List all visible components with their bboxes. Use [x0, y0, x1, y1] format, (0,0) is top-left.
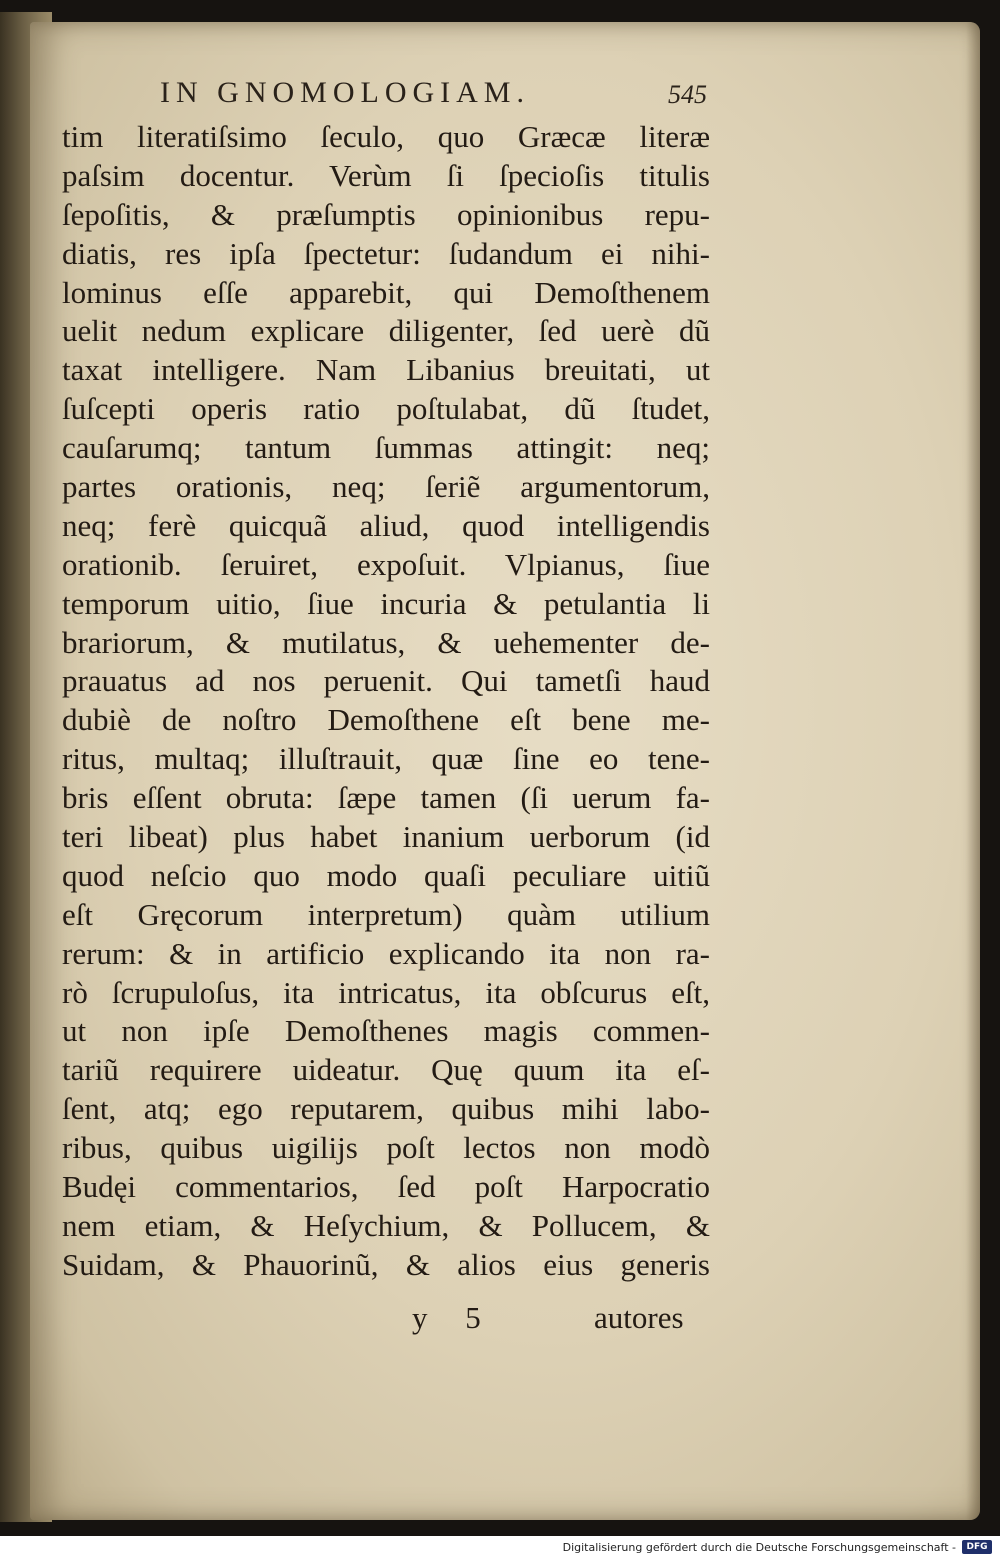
- text-line: Suidam, & Phauorinũ, & alios eius generis: [62, 1246, 710, 1282]
- page-edge-shadow: [966, 22, 980, 1520]
- text-line: diatis, res ipſa ſpectetur: ſudandum ei nihi-: [62, 235, 710, 271]
- text-line: ſepoſitis, & præſumptis opinionibus repu-: [62, 196, 710, 232]
- text-line: rerum: & in artificio explicando ita non ra-: [62, 935, 710, 971]
- text-line: ribus, quibus uigilijs poſt lectos non modò: [62, 1130, 710, 1166]
- text-line: teri libeat) plus habet inanium uerborum (id: [62, 819, 710, 855]
- text-line: uelit nedum explicare diligenter, ſed uerè dũ: [62, 313, 710, 349]
- text-line: dubiè de noſtro Demoſthene eſt bene me-: [62, 702, 710, 738]
- text-line: rò ſcrupuloſus, ita intricatus, ita obſcurus eſt,: [62, 974, 710, 1010]
- text-line: ſent, atq; ego reputarem, quibus mihi labo-: [62, 1091, 710, 1127]
- text-line: temporum uitio, ſiue incuria & petulantia li: [62, 585, 710, 621]
- text-line: orationib. ſeruiret, expoſuit. Vlpianus, ſiue: [62, 546, 710, 582]
- text-line: tim literatiſsimo ſeculo, quo Græcæ literæ: [62, 119, 710, 154]
- text-line: Budęi commentarios, ſed poſt Harpocratio: [62, 1169, 710, 1205]
- dfg-logo: DFG: [962, 1540, 992, 1554]
- signature-mark: y 5: [412, 1300, 481, 1335]
- page-number: 545: [668, 80, 707, 109]
- catchword: autores: [594, 1300, 684, 1335]
- text-line: ritus, multaq; illuſtrauit, quæ ſine eo tene-: [62, 741, 710, 777]
- body-text: [62, 118, 710, 1285]
- text-line: taxat intelligere. Nam Libanius breuitati, ut: [62, 352, 710, 388]
- text-line: partes orationis, neq; ſeriẽ argumentorum,: [62, 469, 710, 505]
- text-line: eſt Gręcorum interpretum) quàm utilium: [62, 896, 710, 932]
- text-line: paſsim docentur. Verùm ſi ſpecioſis titulis: [62, 157, 710, 193]
- text-line: ſuſcepti operis ratio poſtulabat, dũ ſtudet,: [62, 391, 710, 427]
- text-line: lominus eſſe apparebit, qui Demoſthenem: [62, 274, 710, 310]
- text-line: tariũ requirere uideatur. Quę quum ita eſ-: [62, 1052, 710, 1088]
- text-line: cauſarumq; tantum ſummas attingit: neq;: [62, 430, 710, 466]
- text-line: bris eſſent obruta: ſæpe tamen (ſi uerum fa-: [62, 780, 710, 816]
- text-line: quod neſcio quo modo quaſi peculiare uitiũ: [62, 857, 710, 893]
- text-line: brariorum, & mutilatus, & uehementer de-: [62, 624, 710, 660]
- text-line: neq; ferè quicquã aliud, quod intelligendis: [62, 507, 710, 543]
- text-line: ut non ipſe Demoſthenes magis commen-: [62, 1013, 710, 1049]
- text-line: prauatus ad nos peruenit. Qui tametſi haud: [62, 663, 710, 699]
- running-head: IN GNOMOLOGIAM.: [160, 76, 530, 109]
- credit-text: Digitalisierung gefördert durch die Deutsche Forschungsgemeinschaft -: [562, 1541, 956, 1554]
- text-line: nem etiam, & Heſychium, & Pollucem, &: [62, 1207, 710, 1243]
